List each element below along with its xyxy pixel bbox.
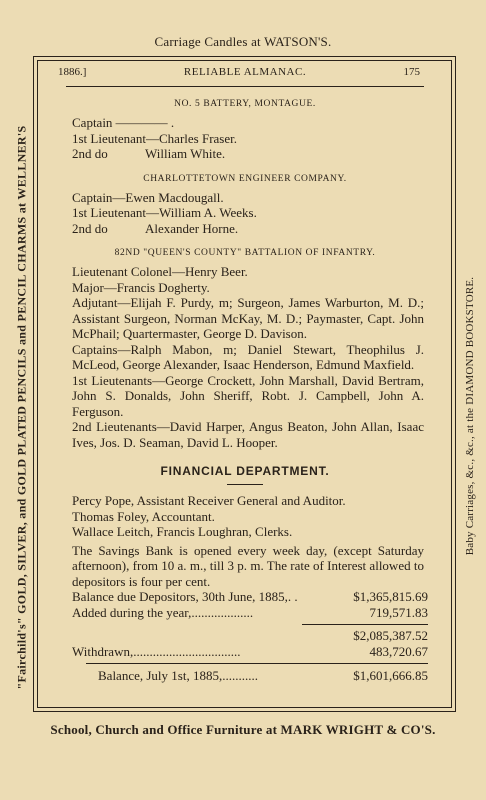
ledger-row: [40, 605, 450, 621]
battalion-paragraph: 2nd Lieutenants—David Harper, Angus Beaton, John Allan, Isaac Ives, Jos. D. Seaman, David L. Hooper.: [72, 419, 424, 450]
ledger-amount: 483,720.67: [369, 643, 428, 659]
section-rule: [227, 484, 263, 485]
ledger-amount: $1,365,815.69: [353, 589, 428, 604]
financial-line: Wallace Leitch, Francis Loughran, Clerks.: [72, 524, 293, 539]
ledger-row: [40, 589, 450, 605]
right-margin-advertisement: Baby Carriages, &c., &c., at the DIAMOND BOOKSTORE.: [464, 276, 476, 556]
sum-rule: [302, 624, 428, 625]
page-number: 175: [403, 66, 420, 78]
battery-heading: NO. 5 BATTERY, MONTAGUE.: [174, 99, 316, 109]
header-title: RELIABLE ALMANAC.: [183, 66, 307, 78]
ledger-label: Withdrawn,.................................: [72, 643, 241, 659]
left-margin-advertisement: "Fairchild's" GOLD, SILVER, and GOLD PLATED PENCILS and PENCIL CHARMS at WELLNER'S: [14, 125, 29, 690]
battalion-line: Major—Francis Dogherty.: [72, 279, 210, 295]
financial-heading: FINANCIAL DEPARTMENT.: [160, 464, 330, 478]
engineer-line: 1st Lieutenant—William A. Weeks.: [72, 205, 257, 220]
header-rule: [66, 86, 424, 87]
battery-line: 1st Lieutenant—Charles Fraser.: [72, 130, 237, 146]
engineer-line: 2nd do Alexander Horne.: [72, 220, 239, 236]
battalion-line: Lieutenant Colonel—Henry Beer.: [72, 264, 248, 279]
ledger-amount: $2,085,387.52: [353, 628, 428, 643]
ledger-row: [40, 644, 450, 660]
bottom-advertisement: School, Church and Office Furniture at MARK WRIGHT & CO'S.: [50, 722, 436, 737]
savings-paragraph: The Savings Bank is opened every week day, (except Saturday afternoon), from 10 a. m., till 3 p. m. The rate of Interest allowed to depositors is four per cent.: [72, 542, 424, 589]
engineer-heading: CHARLOTTETOWN ENGINEER COMPANY.: [143, 173, 347, 184]
ledger-amount: $1,601,666.85: [353, 668, 428, 683]
header-year: 1886.]: [58, 66, 87, 78]
battalion-paragraph: Captains—Ralph Mabon, m; Daniel Stewart, Theophilus J. McLeod, George Alexander, Isaac Henderson, Edmund Maxfield.: [72, 341, 424, 372]
top-advertisement: Carriage Candles at WATSON'S.: [154, 34, 332, 49]
ledger-row: [40, 668, 450, 684]
page-content: [40, 66, 450, 706]
financial-line: Thomas Foley, Accountant.: [72, 508, 215, 524]
ledger-amount: 719,571.83: [369, 604, 428, 620]
battalion-heading: 82ND "QUEEN'S COUNTY" BATTALION OF INFANTRY.: [114, 248, 376, 258]
battalion-paragraph: Adjutant—Elijah F. Purdy, m; Surgeon, James Warburton, M. D.; Assistant Surgeon, Norman McKay, M. D.; Paymaster, Capt. John McPhail; Quartermaster, George D. Davison.: [72, 295, 424, 341]
balance-rule: [86, 663, 428, 664]
ledger-label: Added during the year,...................: [72, 604, 254, 620]
ledger-label: Balance, July 1st, 1885,...........: [98, 668, 258, 683]
battery-line: 2nd do William White.: [72, 146, 226, 161]
financial-line: Percy Pope, Assistant Receiver General and Auditor.: [72, 493, 346, 508]
engineer-line: Captain—Ewen Macdougall.: [72, 189, 224, 205]
battalion-paragraph: 1st Lieutenants—George Crockett, John Marshall, David Bertram, John S. Donalds, John Sheriff, Robt. J. Campbell, John A. Ferguson.: [72, 372, 424, 419]
ledger-row: [40, 628, 450, 644]
battery-line: Captain ———— .: [72, 115, 175, 130]
running-header: [40, 66, 450, 84]
ledger-label: Balance due Depositors, 30th June, 1885,. .: [72, 589, 298, 604]
